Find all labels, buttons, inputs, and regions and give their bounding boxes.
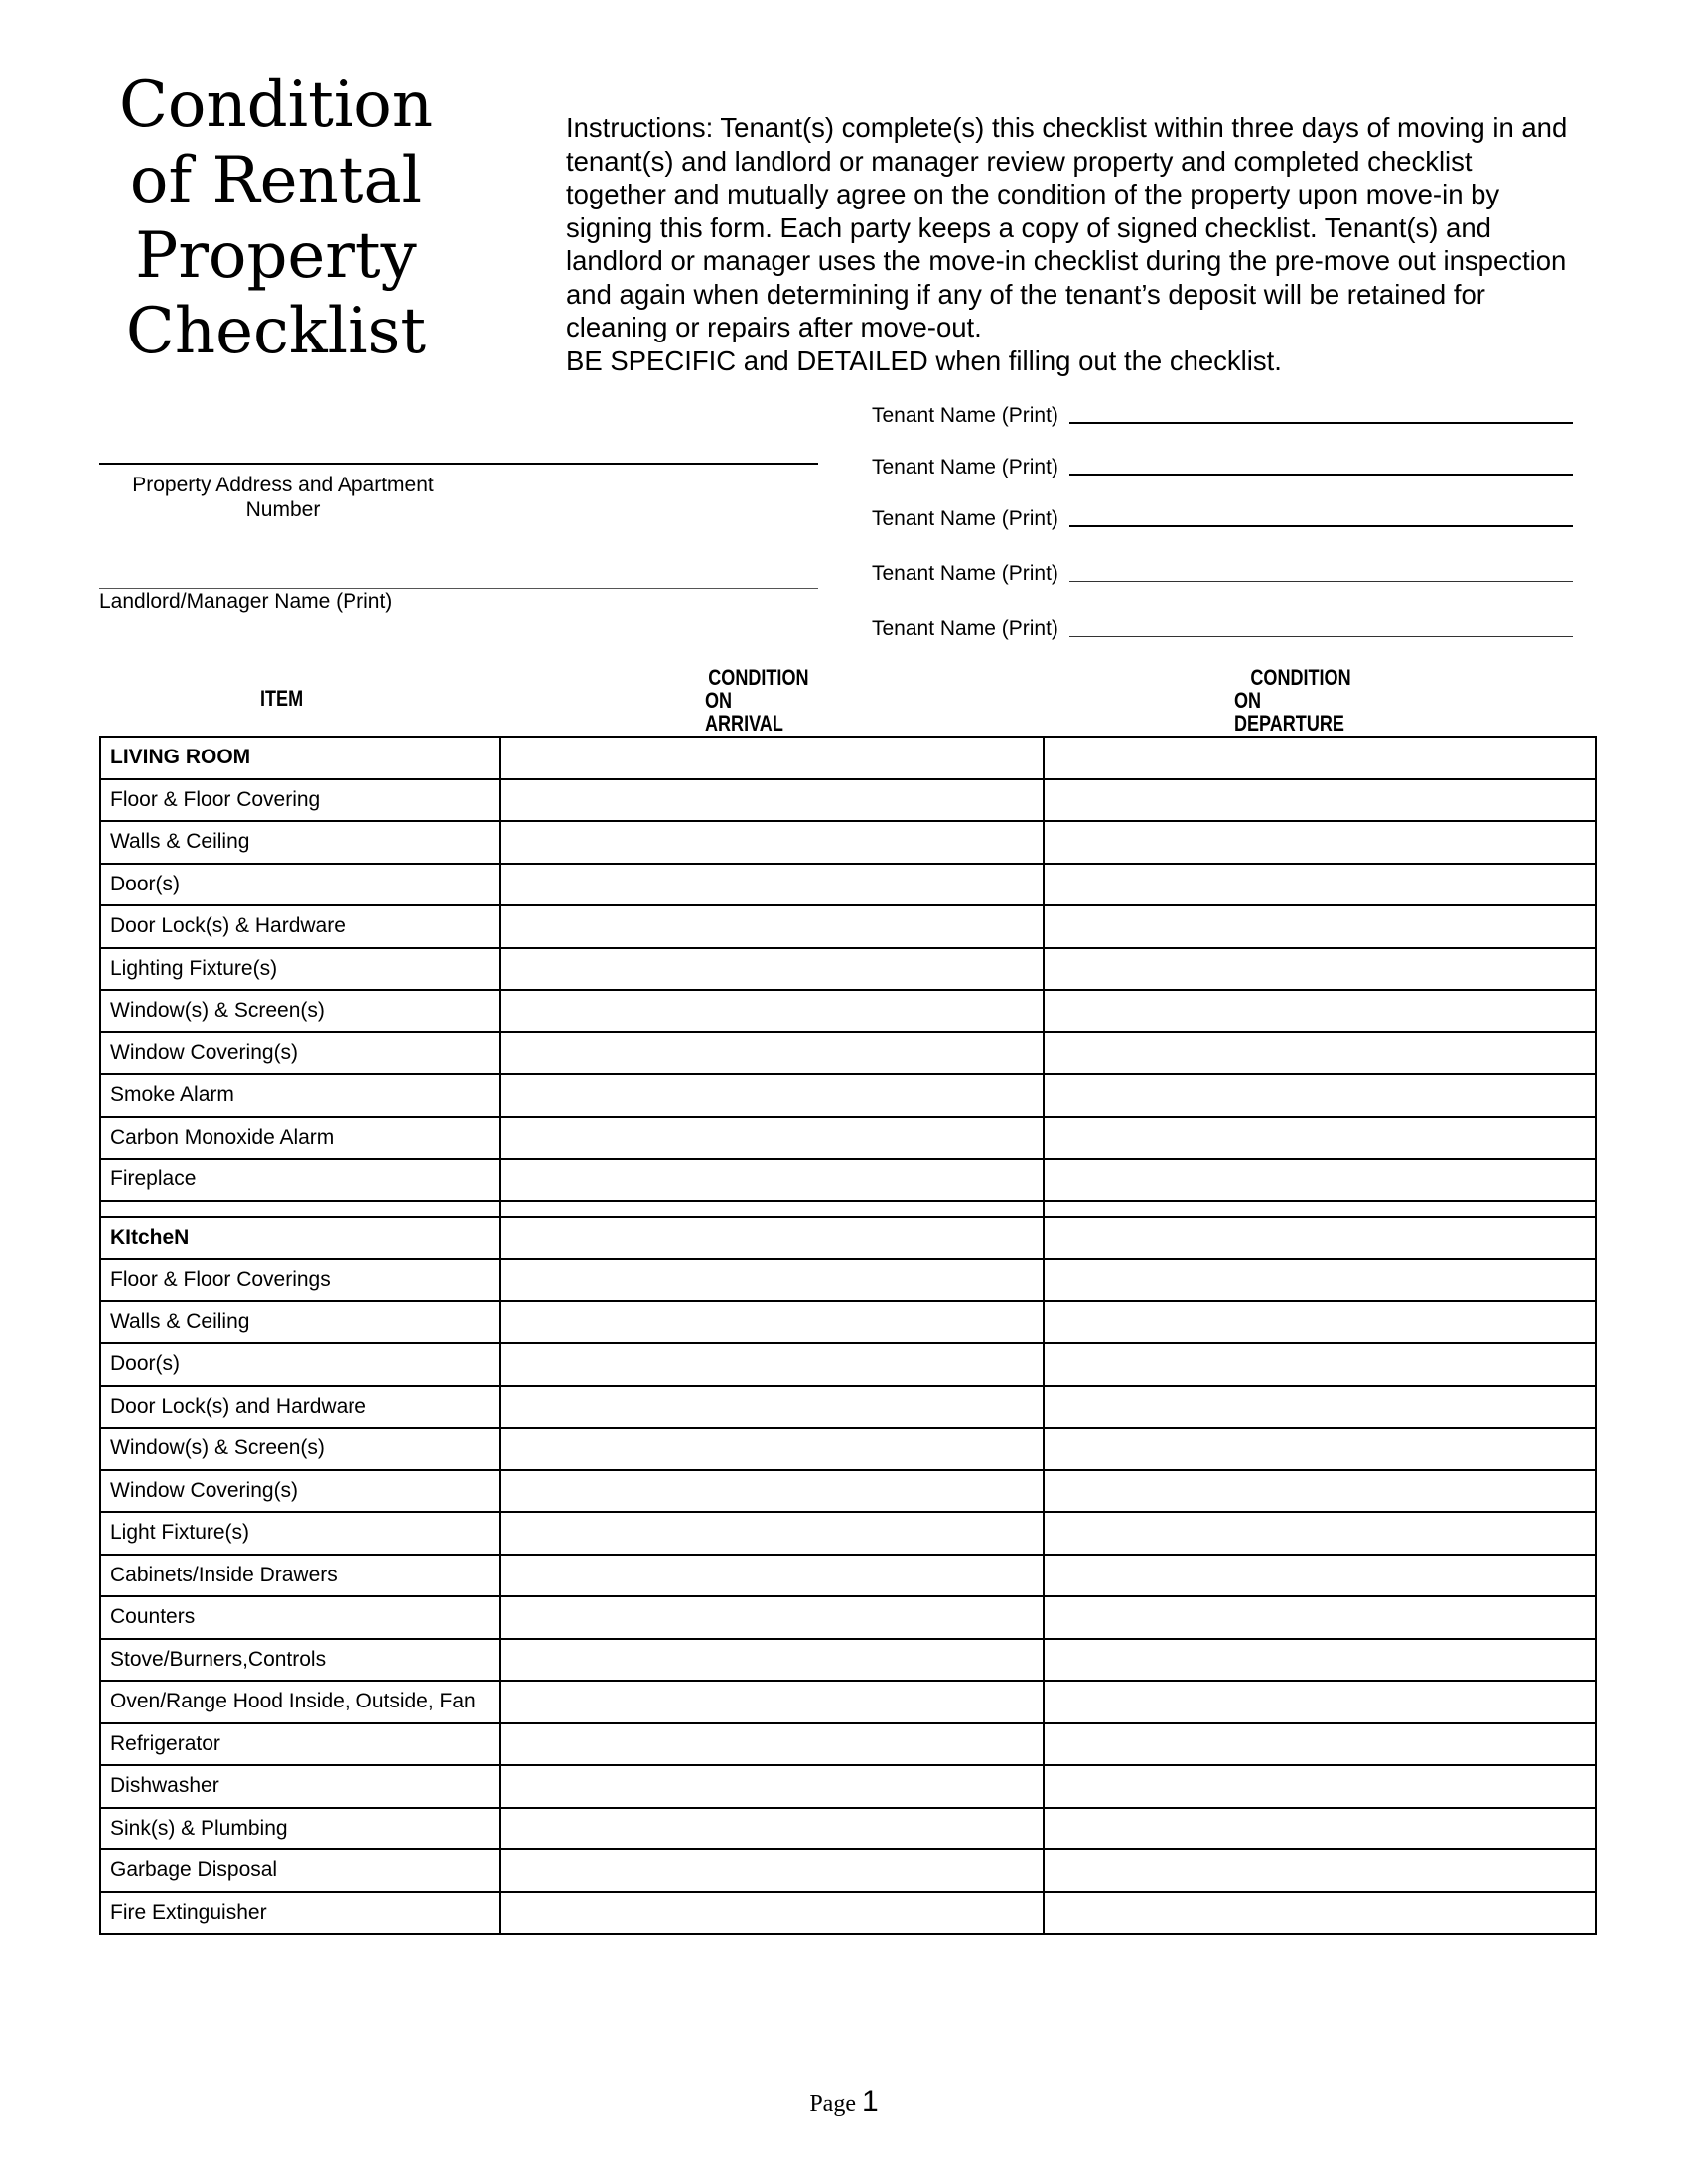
tenant-name-field-3[interactable]: [872, 499, 1573, 533]
item-label: Door Lock(s) & Hardware: [100, 905, 500, 948]
tenant-name-field-1[interactable]: [872, 396, 1573, 430]
departure-cell[interactable]: [1044, 1386, 1596, 1429]
arrival-cell[interactable]: [500, 779, 1044, 822]
departure-cell[interactable]: [1044, 1159, 1596, 1201]
condition-checklist-table: [99, 736, 1597, 1935]
arrival-cell[interactable]: [500, 1074, 1044, 1117]
arrival-cell[interactable]: [500, 821, 1044, 864]
arrival-cell[interactable]: [500, 1808, 1044, 1850]
arrival-cell[interactable]: [500, 1428, 1044, 1470]
departure-cell[interactable]: [1044, 1301, 1596, 1344]
departure-cell[interactable]: [1044, 1217, 1596, 1260]
arrival-cell[interactable]: [500, 1032, 1044, 1075]
column-header-departure: [1234, 666, 1351, 735]
instructions-text: Instructions: Tenant(s) complete(s) this checklist within three days of moving in and tenant(s) and landlord or manager review property and completed checklist together and mutually agree on the condition of the property upon move-in by signing this form. Each party keeps a copy of signed checklist. Tenant(s) and landlord or manager uses the move-in checklist during the pre-move out inspection and again when determining if any of the tenant’s deposit will be retained for cleaning or repairs after move-out.: [566, 112, 1568, 342]
column-header-arrival: [705, 666, 809, 735]
title-line-4: Checklist: [125, 295, 427, 368]
spacer-cell: [100, 1201, 500, 1217]
column-header-item-text: ITEM: [260, 686, 304, 711]
departure-header-line-1: CONDITION: [1250, 665, 1351, 690]
section-row-living-room: [100, 737, 1596, 779]
tenant-name-label: Tenant Name (Print): [872, 507, 1058, 530]
departure-cell[interactable]: [1044, 1117, 1596, 1160]
table-row: [100, 948, 1596, 991]
table-row: [100, 1808, 1596, 1850]
table-row: [100, 1074, 1596, 1117]
departure-cell[interactable]: [1044, 1639, 1596, 1682]
table-row: [100, 1343, 1596, 1386]
arrival-header-line-3: ARRIVAL: [705, 711, 783, 736]
landlord-name-input-line[interactable]: [99, 588, 818, 589]
departure-cell[interactable]: [1044, 905, 1596, 948]
arrival-cell[interactable]: [500, 1596, 1044, 1639]
departure-cell[interactable]: [1044, 1723, 1596, 1766]
table-row: [100, 1512, 1596, 1555]
departure-cell[interactable]: [1044, 1512, 1596, 1555]
section-heading: KItcheN: [100, 1217, 500, 1260]
spacer-cell: [500, 1201, 1044, 1217]
arrival-cell[interactable]: [500, 1892, 1044, 1935]
section-heading: LIVING ROOM: [100, 737, 500, 779]
item-label: Walls & Ceiling: [100, 1301, 500, 1344]
item-label: Floor & Floor Covering: [100, 779, 500, 822]
tenant-name-input-line[interactable]: [1069, 636, 1573, 637]
item-label: Carbon Monoxide Alarm: [100, 1117, 500, 1160]
departure-cell[interactable]: [1044, 1808, 1596, 1850]
tenant-name-input-line[interactable]: [1069, 422, 1573, 424]
arrival-cell[interactable]: [500, 1217, 1044, 1260]
departure-cell[interactable]: [1044, 948, 1596, 991]
title-line-2: of Rental: [129, 144, 423, 217]
arrival-cell[interactable]: [500, 737, 1044, 779]
arrival-cell[interactable]: [500, 1723, 1044, 1766]
departure-cell[interactable]: [1044, 1892, 1596, 1935]
arrival-cell[interactable]: [500, 1555, 1044, 1597]
table-row: [100, 1723, 1596, 1766]
item-label: Lighting Fixture(s): [100, 948, 500, 991]
page-number: 1: [861, 2085, 879, 2117]
tenant-name-input-line[interactable]: [1069, 581, 1573, 582]
table-row: [100, 821, 1596, 864]
tenant-name-input-line[interactable]: [1069, 525, 1573, 527]
item-label: Window(s) & Screen(s): [100, 990, 500, 1032]
departure-cell[interactable]: [1044, 1849, 1596, 1892]
table-row: [100, 1470, 1596, 1513]
departure-cell[interactable]: [1044, 1596, 1596, 1639]
tenant-name-input-line[interactable]: [1069, 474, 1573, 476]
page-label: Page: [809, 2091, 856, 2116]
departure-cell[interactable]: [1044, 779, 1596, 822]
instructions-block: [566, 111, 1569, 377]
arrival-cell[interactable]: [500, 1681, 1044, 1723]
arrival-cell[interactable]: [500, 1259, 1044, 1301]
arrival-cell[interactable]: [500, 1765, 1044, 1808]
tenant-name-label: Tenant Name (Print): [872, 404, 1058, 427]
item-label: Cabinets/Inside Drawers: [100, 1555, 500, 1597]
departure-cell[interactable]: [1044, 1074, 1596, 1117]
item-label: Counters: [100, 1596, 500, 1639]
departure-cell[interactable]: [1044, 737, 1596, 779]
departure-cell[interactable]: [1044, 1555, 1596, 1597]
table-row: [100, 864, 1596, 906]
item-label: Sink(s) & Plumbing: [100, 1808, 500, 1850]
tenant-name-label: Tenant Name (Print): [872, 617, 1058, 640]
arrival-cell[interactable]: [500, 1639, 1044, 1682]
departure-cell[interactable]: [1044, 1765, 1596, 1808]
departure-cell[interactable]: [1044, 1428, 1596, 1470]
table-row: [100, 990, 1596, 1032]
table-row: [100, 1681, 1596, 1723]
item-label: Oven/Range Hood Inside, Outside, Fan: [100, 1681, 500, 1723]
arrival-cell[interactable]: [500, 1159, 1044, 1201]
table-row: [100, 779, 1596, 822]
instructions-emphasis: BE SPECIFIC and DETAILED when filling out the checklist.: [566, 344, 1282, 376]
arrival-cell[interactable]: [500, 990, 1044, 1032]
arrival-cell[interactable]: [500, 948, 1044, 991]
departure-cell[interactable]: [1044, 1470, 1596, 1513]
arrival-cell[interactable]: [500, 1470, 1044, 1513]
departure-cell[interactable]: [1044, 1343, 1596, 1386]
table-row: [100, 1428, 1596, 1470]
arrival-header-line-1: CONDITION: [708, 665, 809, 690]
departure-cell[interactable]: [1044, 864, 1596, 906]
tenant-name-label: Tenant Name (Print): [872, 456, 1058, 478]
item-label: Light Fixture(s): [100, 1512, 500, 1555]
item-label: Floor & Floor Coverings: [100, 1259, 500, 1301]
property-address-label: Property Address and Apartment Number: [132, 474, 434, 521]
arrival-cell[interactable]: [500, 1512, 1044, 1555]
tenant-name-field-4[interactable]: [872, 554, 1573, 588]
landlord-name-label: Landlord/Manager Name (Print): [99, 590, 393, 613]
item-label: Garbage Disposal: [100, 1849, 500, 1892]
arrival-cell[interactable]: [500, 905, 1044, 948]
arrival-cell[interactable]: [500, 1343, 1044, 1386]
departure-cell[interactable]: [1044, 1259, 1596, 1301]
item-label: Door(s): [100, 1343, 500, 1386]
tenant-name-field-2[interactable]: [872, 448, 1573, 481]
departure-header-line-2: ON: [1234, 688, 1262, 713]
spacer-cell: [1044, 1201, 1596, 1217]
departure-header-line-3: DEPARTURE: [1234, 711, 1344, 736]
title-line-3: Property: [135, 219, 417, 293]
property-address-input-line[interactable]: [99, 463, 818, 465]
departure-cell[interactable]: [1044, 1032, 1596, 1075]
table-row: [100, 1892, 1596, 1935]
item-label: Fire Extinguisher: [100, 1892, 500, 1935]
item-label: Window(s) & Screen(s): [100, 1428, 500, 1470]
item-label: Stove/Burners,Controls: [100, 1639, 500, 1682]
column-header-item: [260, 687, 303, 710]
table-row: [100, 1639, 1596, 1682]
tenant-name-field-5[interactable]: [872, 610, 1573, 643]
table-row: [100, 1159, 1596, 1201]
item-label: Window Covering(s): [100, 1470, 500, 1513]
title-line-1: Condition: [118, 68, 434, 142]
arrival-header-line-2: ON: [705, 688, 733, 713]
table-row: [100, 1386, 1596, 1429]
item-label: Walls & Ceiling: [100, 821, 500, 864]
form-title: [87, 68, 465, 369]
departure-cell[interactable]: [1044, 821, 1596, 864]
page-footer: [0, 2085, 1688, 2118]
arrival-cell[interactable]: [500, 1301, 1044, 1344]
tenant-name-label: Tenant Name (Print): [872, 562, 1058, 585]
item-label: Smoke Alarm: [100, 1074, 500, 1117]
arrival-cell[interactable]: [500, 864, 1044, 906]
table-row: [100, 1117, 1596, 1160]
table-row: [100, 1032, 1596, 1075]
item-label: Door Lock(s) and Hardware: [100, 1386, 500, 1429]
table-row: [100, 1555, 1596, 1597]
arrival-cell[interactable]: [500, 1386, 1044, 1429]
departure-cell[interactable]: [1044, 990, 1596, 1032]
spacer-row: [100, 1201, 1596, 1217]
table-row: [100, 1259, 1596, 1301]
arrival-cell[interactable]: [500, 1849, 1044, 1892]
arrival-cell[interactable]: [500, 1117, 1044, 1160]
table-row: [100, 1849, 1596, 1892]
table-row: [100, 1596, 1596, 1639]
item-label: Door(s): [100, 864, 500, 906]
departure-cell[interactable]: [1044, 1681, 1596, 1723]
table-row: [100, 1765, 1596, 1808]
table-row: [100, 1301, 1596, 1344]
item-label: Fireplace: [100, 1159, 500, 1201]
item-label: Dishwasher: [100, 1765, 500, 1808]
table-row: [100, 905, 1596, 948]
item-label: Window Covering(s): [100, 1032, 500, 1075]
item-label: Refrigerator: [100, 1723, 500, 1766]
section-row-kitchen: [100, 1217, 1596, 1260]
